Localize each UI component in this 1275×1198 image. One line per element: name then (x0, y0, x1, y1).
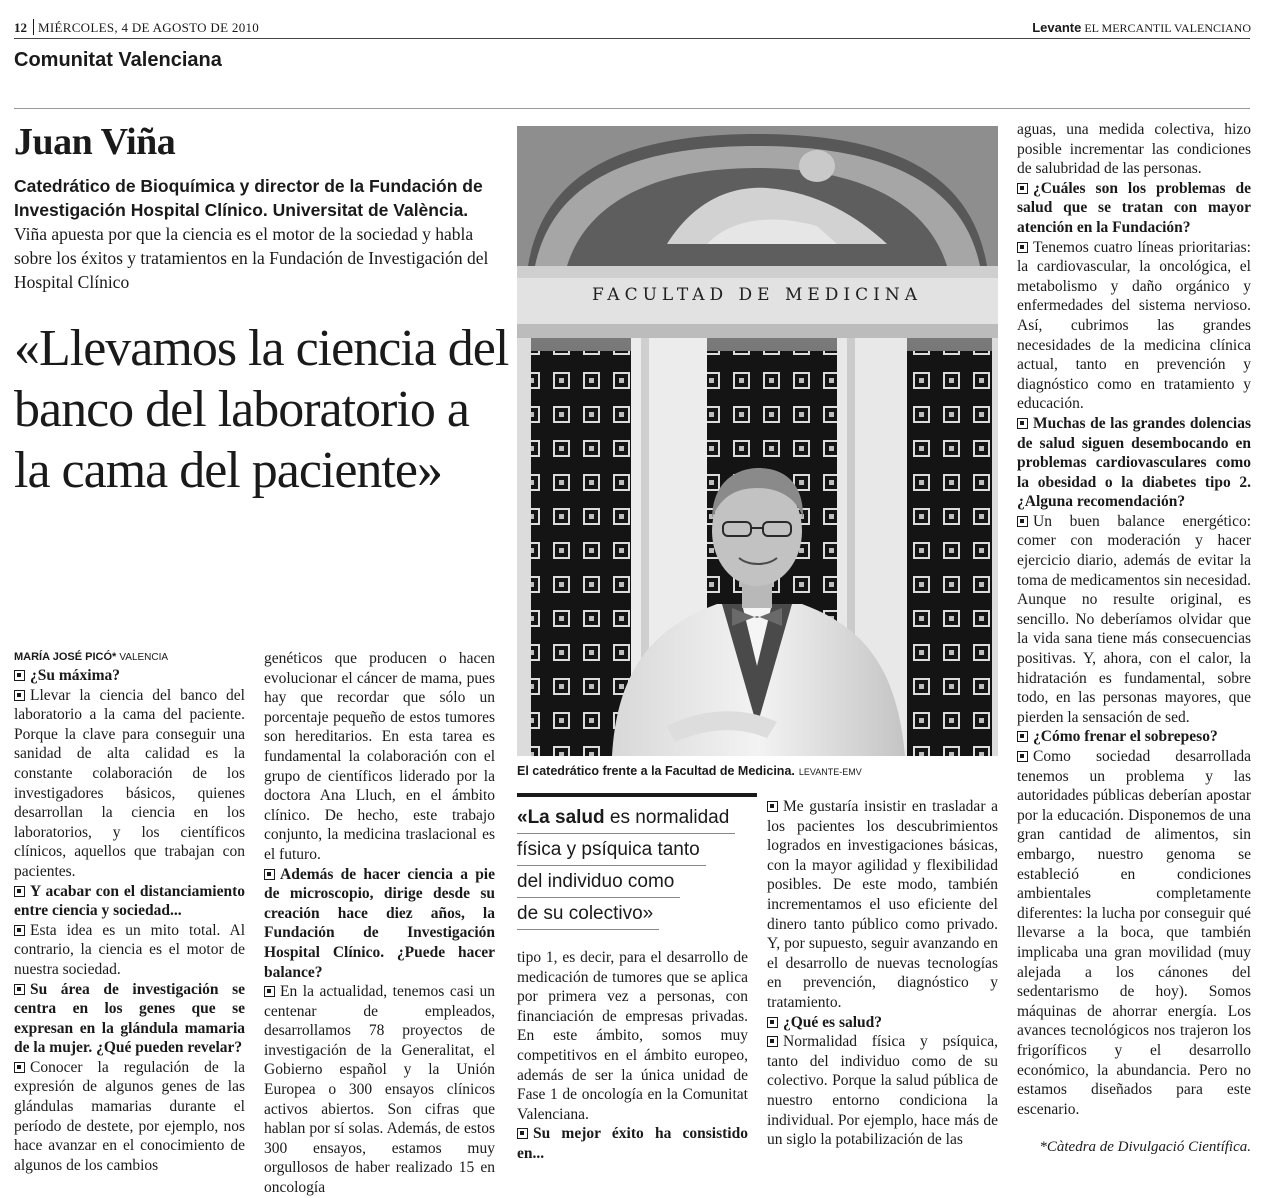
question-marker-icon (1017, 418, 1028, 429)
question: ¿Qué es salud? (767, 1013, 998, 1033)
answer-marker-icon (264, 986, 275, 997)
answer: aguas, una medida colectiva, hizo posible incrementar las condiciones de salubridad de las personas. (1017, 121, 1251, 178)
answer-marker-icon (14, 925, 25, 936)
question-marker-icon (767, 1017, 778, 1028)
answer: Me gustaría insistir en trasladar a los pacientes los descubrimientos logrados en investigaciones básicas, con la mayor agilidad y flexibilidad posibles. De este modo, también incrementamos el uso eficiente del dinero tanto público como privado. Y, por supuesto, seguir avanzando en el desarrollo de nuevas tecnologías en prevención, diagnóstico y tratamiento. (767, 798, 998, 1011)
answer-marker-icon (14, 690, 25, 701)
caption-text: El catedrático frente a la Facultad de Medicina. (517, 764, 795, 778)
answer-marker-icon (1017, 242, 1028, 253)
pullquote (517, 802, 757, 930)
publication-masthead (1032, 20, 1251, 36)
pullquote-line: del individuo como (517, 866, 680, 898)
question: Su área de investigación se centra en los genes que se expresan en la glándula mamaria de la mujer. ¿Qué pueden revelar? (14, 980, 245, 1057)
answer: Normalidad física y psíquica, tanto del individuo como de su colectivo. Porque la salud pública de nuestro entorno condiciona la individual. Por ejemplo, hace más de un siglo la potabilización de las (767, 1033, 998, 1149)
answer: Conocer la regulación de la expresión de algunos genes de las glándulas mamarias durante el período de destete, por ejemplo, nos hace avanzar en el conocimiento de algunos de los cambios (14, 1058, 245, 1174)
answer: En la actualidad, tenemos casi un centenar de empleados, desarrollamos 78 proyectos de investigación de la Generalitat, el Gobierno español y la Unión Europea o 300 ensayos clínicos activos abiertos. Son cifras que hablan por sí solas. Además, de estos 300 ensayos, estamos muy orgullosos de haber realizado 15 en oncología (264, 983, 495, 1197)
byline-place: VALENCIA (119, 652, 169, 663)
pullquote-rule (517, 793, 757, 797)
facade-inscription: FACULTAD DE MEDICINA (591, 285, 923, 305)
answer: Esta idea es un mito total. Al contrario, la ciencia es el motor de nuestra sociedad. (14, 921, 245, 978)
interviewee-name: Juan Viña (14, 121, 176, 163)
header-separator (33, 19, 34, 35)
answer-marker-icon (767, 801, 778, 812)
answer: Llevar la ciencia del banco del laboratorio a la cama del paciente. Porque la clave para conseguir una sanidad de alta calidad es la constante colaboración de los investigadores básicos, quienes desarrollan la ciencia en los laboratorios, y los científicos clínicos, aquellos que trabajan con pacientes. (14, 686, 245, 880)
photo-credit: LEVANTE-EMV (798, 767, 862, 777)
answer: Como sociedad desarrollada tenemos un problema y las autoridades públicas deberían apostar por la educación. Disponemos de una gran cantidad de alimentos, sin embargo, nuestro genoma se estableció en condiciones ambientales completamente diferentes: la lucha por conseguir qué llevarse a la boca, que también implicaba una gran movilidad (muy alejada a los cánones del sedentarismo de hoy). Somos máquinas de ahorrar energía. Los avances tecnológicos nos trajeron los frigoríficos y el desarrollo económico, la abundancia. Pero no estamos diseñados para este escenario. (1017, 748, 1251, 1118)
answer: Un buen balance energético: comer con moderación y hacer ejercicio diario, además de evitar la toma de medicamentos sin necesidad. Aunque no resulte original, es sencillo. No deberíamos olvidar que la vida sana tiene más consecuencias positivas. Y, ahora, con el calor, la hidratación es fundamental, sobre todo, en las personas mayores, que pierden la sensación de sed. (1017, 512, 1251, 726)
question-marker-icon (1017, 731, 1028, 742)
question: Además de hacer ciencia a pie de microscopio, dirige desde su creación hace diez años, la Fundación de Investigación Hospital Clínico. ¿Puede hacer balance? (264, 865, 495, 981)
byline-author: MARÍA JOSÉ PICÓ* (14, 651, 117, 663)
brand-name: Levante (1032, 20, 1082, 35)
answer: tipo 1, es decir, para el desarrollo de medicación de tumores que se aplica por primera vez a personas, con financiación de empresas privadas. En este ámbito, somos muy competitivos en el ámbito europeo, además de ser la única unidad de Fase 1 de oncología en la Comunitat Valenciana. (517, 949, 748, 1123)
intro-paragraph (14, 174, 498, 294)
question-marker-icon (14, 984, 25, 995)
question-marker-icon (517, 1128, 528, 1139)
answer-marker-icon (767, 1036, 778, 1047)
question: ¿Cuáles son los problemas de salud que se tratan con mayor atención en la Fundación? (1017, 179, 1251, 236)
question-marker-icon (14, 670, 25, 681)
answer-marker-icon (1017, 751, 1028, 762)
article-column-5 (1017, 120, 1251, 1119)
question: ¿Cómo frenar el sobrepeso? (1017, 727, 1251, 747)
article-column-1 (14, 666, 245, 1175)
answer-marker-icon (1017, 516, 1028, 527)
footnote: *Càtedra de Divulgació Científica. (1039, 1139, 1251, 1155)
answer-marker-icon (14, 1062, 25, 1073)
header-rule (14, 38, 1250, 39)
section-title: Comunitat Valenciana (14, 49, 222, 71)
publication-name: EL MERCANTIL VALENCIANO (1084, 21, 1251, 35)
answer: Tenemos cuatro líneas prioritarias: la cardiovascular, la oncológica, el metabolismo y daño orgánico y enfermedades del sistema nervioso. Así, cubrimos las grandes necesidades de la medicina clínica actual, tanto en prevención y diagnóstico como en tratamiento y educación. (1017, 238, 1251, 413)
question: Su mejor éxito ha consistido en... (517, 1125, 748, 1162)
article-column-3 (517, 948, 748, 1164)
headline: «Llevamos la ciencia del banco del laboratorio a la cama del paciente» (14, 320, 509, 499)
question: ¿Su máxima? (14, 666, 245, 686)
pullquote-line: de su colectivo» (517, 898, 659, 930)
answer: genéticos que producen o hacen evolucionar el cáncer de mama, pues hay que recordar que sólo un porcentaje pequeño de estos tumores son hereditarios. En esta tarea es fundamental la colaboración con el grupo de científicos liderado por la doctora Ana Lluch, en el ámbito clínico. De hecho, este trabajo conjunto, la medicina traslacional es el futuro. (264, 650, 495, 863)
question: Muchas de las grandes dolencias de salud siguen desembocando en problemas cardiovasculares como la obesidad o la diabetes tipo 2. ¿Alguna recomendación? (1017, 414, 1251, 511)
question-marker-icon (264, 869, 275, 880)
pullquote-line: «La salud es normalidad (517, 802, 735, 834)
byline (14, 651, 168, 663)
question-marker-icon (14, 886, 25, 897)
page-number: 12 (14, 20, 27, 35)
pullquote-line: física y psíquica tanto (517, 834, 706, 866)
photo-caption (517, 764, 998, 779)
intro-text: Viña apuesta por que la ciencia es el motor de la sociedad y habla sobre los éxitos y tratamientos en la Fundación de Investigación del Hospital Clínico (14, 224, 489, 292)
question-marker-icon (1017, 183, 1028, 194)
section-rule (14, 108, 1250, 109)
photo-facultad-medicina (517, 126, 998, 756)
article-column-4 (767, 797, 998, 1150)
date-line: MIÉRCOLES, 4 DE AGOSTO DE 2010 (38, 20, 260, 35)
intro-lead: Catedrático de Bioquímica y director de la Fundación de Investigación Hospital Clínico. Universitat de València. (14, 176, 483, 220)
article-column-2 (264, 649, 495, 1198)
question: Y acabar con el distanciamiento entre ciencia y sociedad... (14, 882, 245, 920)
